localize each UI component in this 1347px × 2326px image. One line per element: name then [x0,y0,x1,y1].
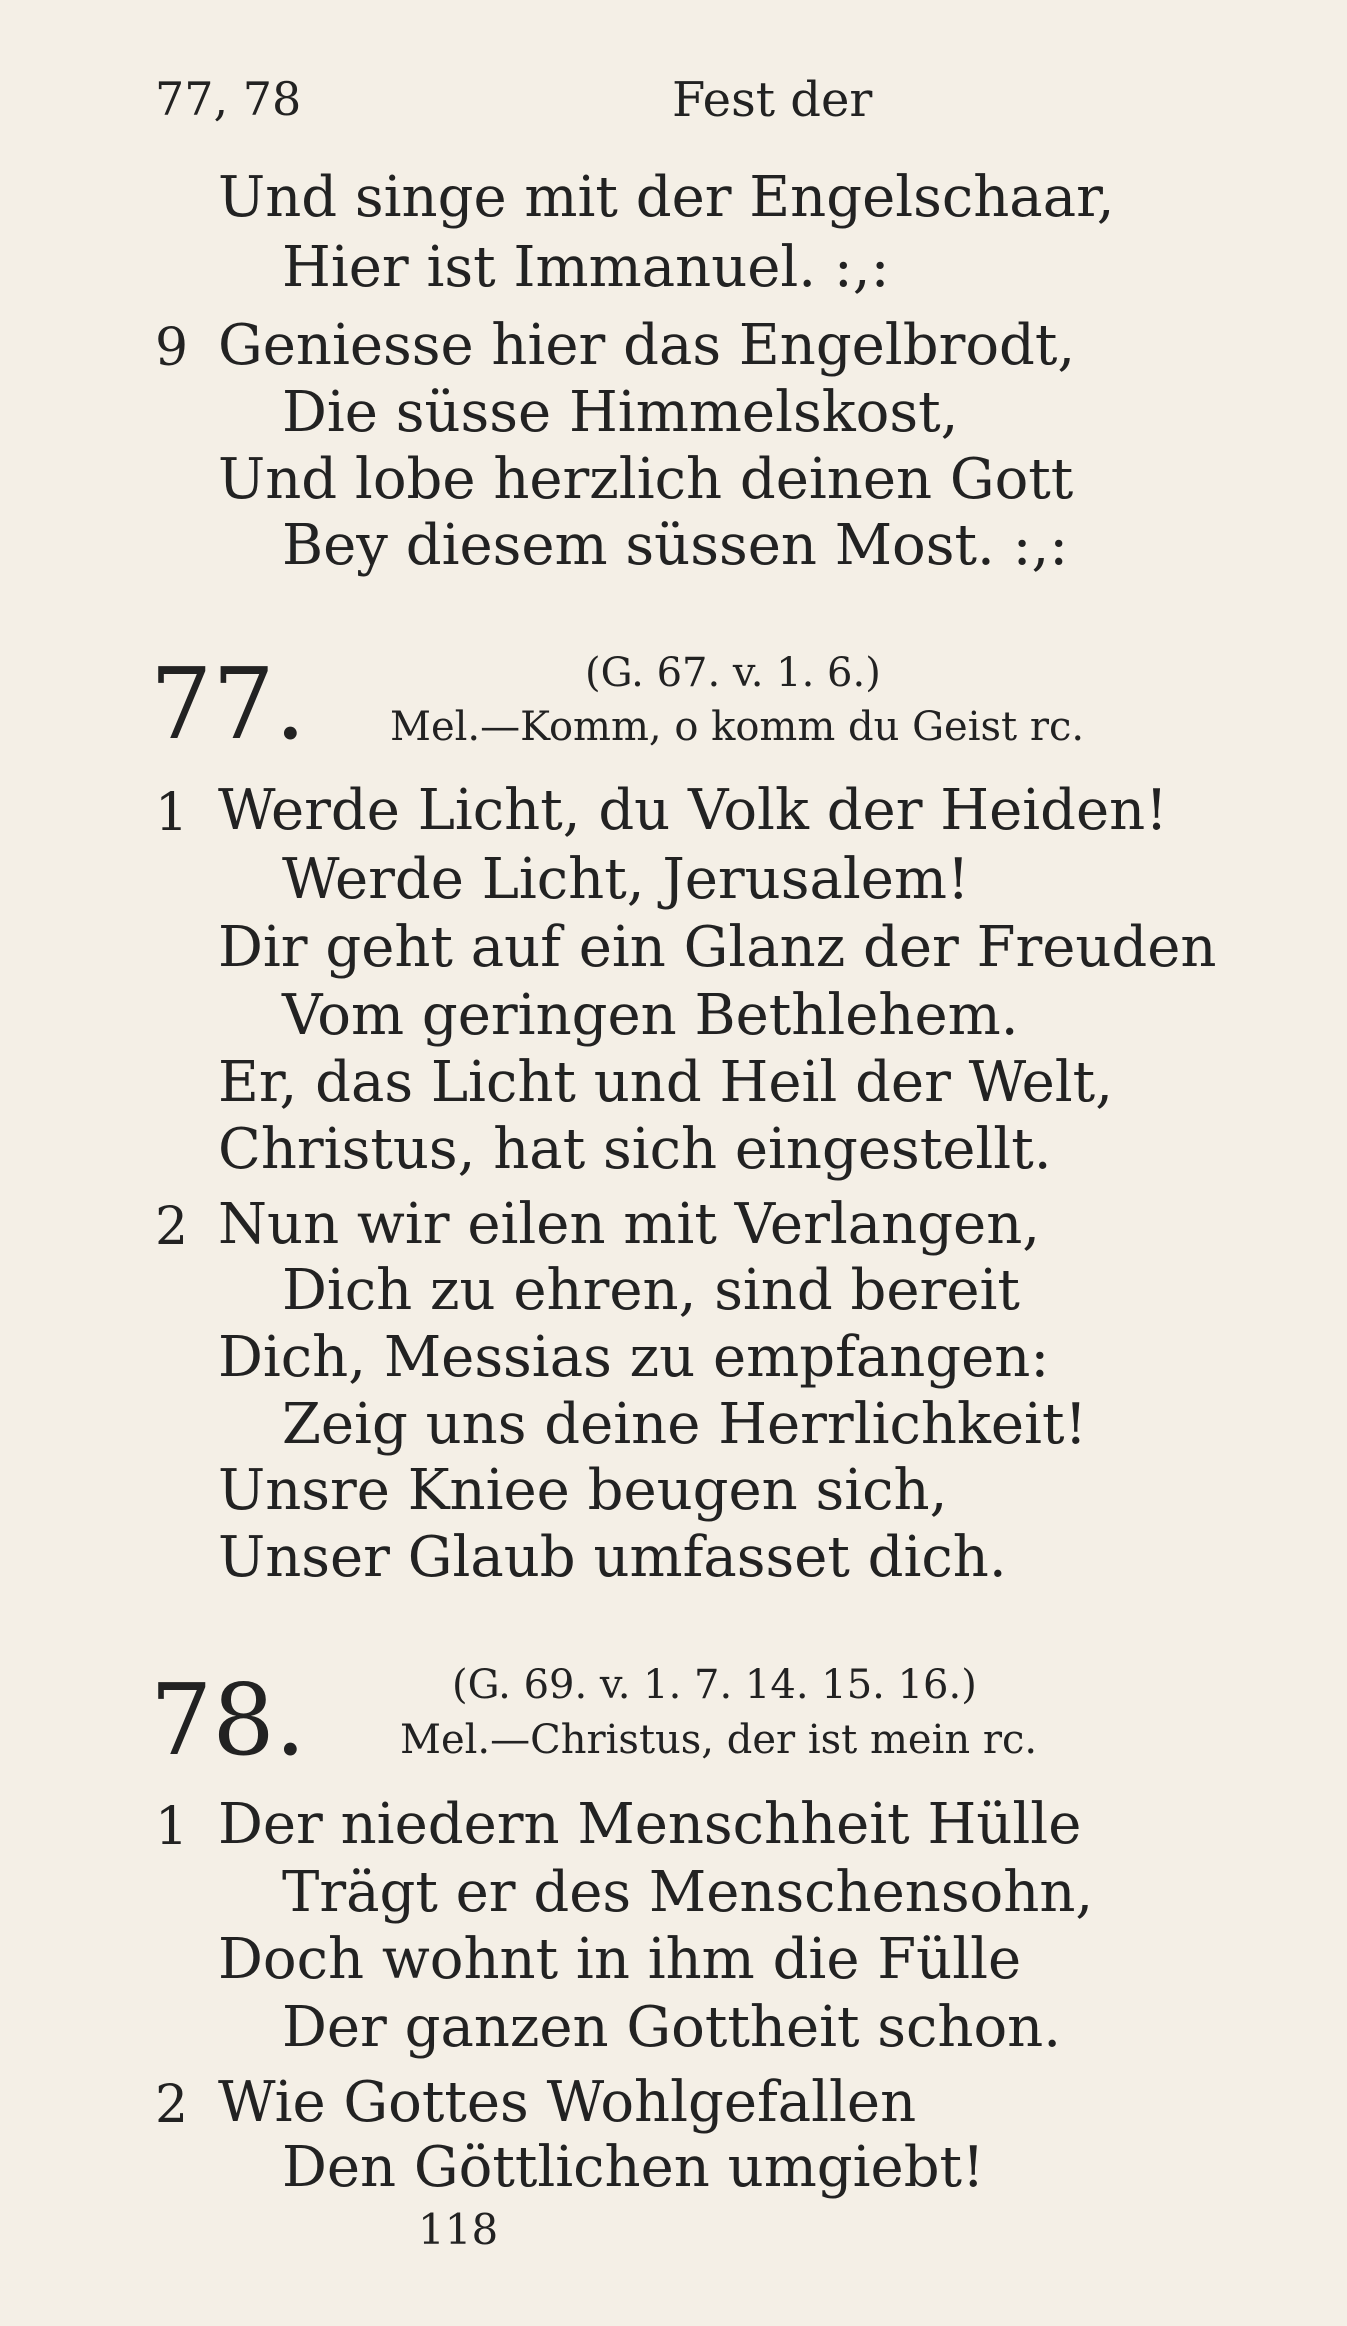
verse-number: 2 [155,1197,189,1257]
verse-line: Wie Gottes Wohlgefallen [218,2070,917,2135]
hymn-melody: Mel.—Komm, o komm du Geist rc. [390,704,1085,750]
verse-line: Unser Glaub umfasset dich. [218,1525,1007,1590]
verse-line: Werde Licht, du Volk der Heiden! [218,778,1168,843]
footer-page-number: 118 [418,2205,499,2254]
verse-line: Geniesse hier das Engelbrodt, [218,313,1076,378]
verse-line: Dich, Messias zu empfangen: [218,1325,1050,1390]
verse-line: Er, das Licht und Heil der Welt, [218,1050,1113,1115]
hymn-reference: (G. 69. v. 1. 7. 14. 15. 16.) [452,1662,977,1708]
verse-line: Und lobe herzlich deinen Gott [218,447,1074,512]
verse-line: Der ganzen Gottheit schon. [282,1995,1062,2060]
verse-number: 1 [155,1797,189,1857]
verse-line: Bey diesem süssen Most. :,: [282,513,1069,578]
verse-line: Werde Licht, Jerusalem! [282,847,970,912]
verse-line: Die süsse Himmelskost, [282,380,959,445]
verse-line: Unsre Kniee beugen sich, [218,1458,948,1523]
verse-line: Der niedern Menschheit Hülle [218,1792,1082,1857]
header-page-numbers: 77, 78 [155,72,302,126]
hymn-reference: (G. 67. v. 1. 6.) [585,650,881,696]
verse-line: Nun wir eilen mit Verlangen, [218,1192,1041,1257]
verse-line: Und singe mit der Engelschaar, [218,165,1115,230]
verse-line: Doch wohnt in ihm die Fülle [218,1927,1022,1992]
header-running-title: Fest der [672,72,873,128]
hymn-number: 77. [150,648,306,762]
verse-number: 9 [155,318,189,378]
verse-line: Trägt er des Menschensohn, [282,1860,1094,1925]
hymn-number: 78. [150,1664,306,1778]
verse-number: 2 [155,2075,189,2135]
verse-line: Vom geringen Bethlehem. [282,983,1019,1048]
hymn-melody: Mel.—Christus, der ist mein rc. [400,1717,1038,1763]
verse-line: Den Göttlichen umgiebt! [282,2135,985,2200]
verse-line: Christus, hat sich eingestellt. [218,1117,1052,1182]
verse-line: Dir geht auf ein Glanz der Freuden [218,915,1217,980]
verse-line: Hier ist Immanuel. :,: [282,235,890,300]
verse-number: 1 [155,783,189,843]
verse-line: Zeig uns deine Herrlichkeit! [282,1392,1087,1457]
verse-line: Dich zu ehren, sind bereit [282,1258,1020,1323]
